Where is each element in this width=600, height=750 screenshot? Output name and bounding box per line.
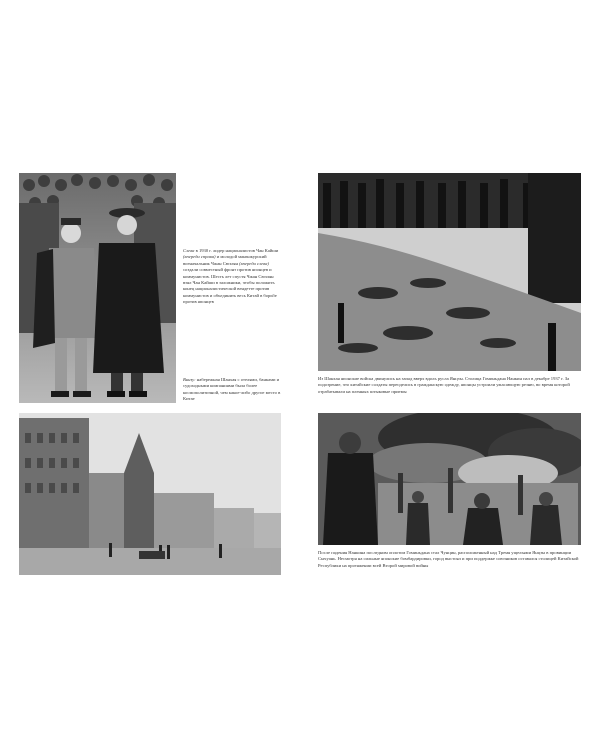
caption-text-2: и молодой маньчжурский военачальник Чжан Сюэлян [183, 254, 267, 266]
war-crowd-photo-icon [318, 173, 581, 371]
caption-text-1: в 1930 г. лидер националистов Чан Кайши [194, 248, 279, 253]
caption-italic-2: (впереди слева) [239, 260, 269, 266]
caption-lead-left: Слева [183, 248, 195, 253]
photo-shanghai-bund [19, 413, 281, 575]
city-street-photo-icon [19, 413, 281, 575]
caption-bottom-text: набережная Шанхая с отелями, банками и судоходными компаниями была более космополитичной, чем какое-либо другое место в Китае [183, 377, 281, 402]
photo-chongqing-bombing [318, 413, 581, 545]
caption-italic-1: (впереди справа) [183, 254, 216, 260]
caption-right-top: Из Шанхая японские войска двинулись на запад вверх вдоль русла Янцзы. Столица Гоминьдана Нанкин пал в декабре 1937 г. За подозрение, что китайские солдаты переоделись в гражданскую одежду, японцы устроили ужасающую резню, во время которой отрабатывали на пленных штыковые приемы [318, 376, 570, 394]
caption-text-3: создали совместный фронт против японцев и коммунистов. Шесть лет спустя Чжан Сюэлян взял Чан Кайши в заложники, чтобы положить конец националистической вендетте против коммунистов и объединить весь Китай в борьбе против японцев [183, 267, 277, 305]
caption-left-bottom [183, 377, 283, 403]
caption-lead-bottom: Внизу: [183, 377, 196, 382]
photo-japanese-soldiers-nanjing [318, 173, 581, 371]
photo-chiang-kaishek-zhang-xueliang [19, 173, 176, 403]
caption-left-top [183, 248, 283, 306]
burning-city-photo-icon [318, 413, 581, 545]
portrait-photo-icon [19, 173, 176, 403]
caption-right-bottom: После падения Нанкина последним оплотом Гоминьдана стал Чунцин, расположенный над Тремя ущельями Янцзы в провинции Сычуань. Несмотря на сильные японские бомбардировки, город выстоял и при поддержке союзников оставался столицей Китайской Республики на протяжении всей Второй мировой войны [318, 550, 579, 568]
